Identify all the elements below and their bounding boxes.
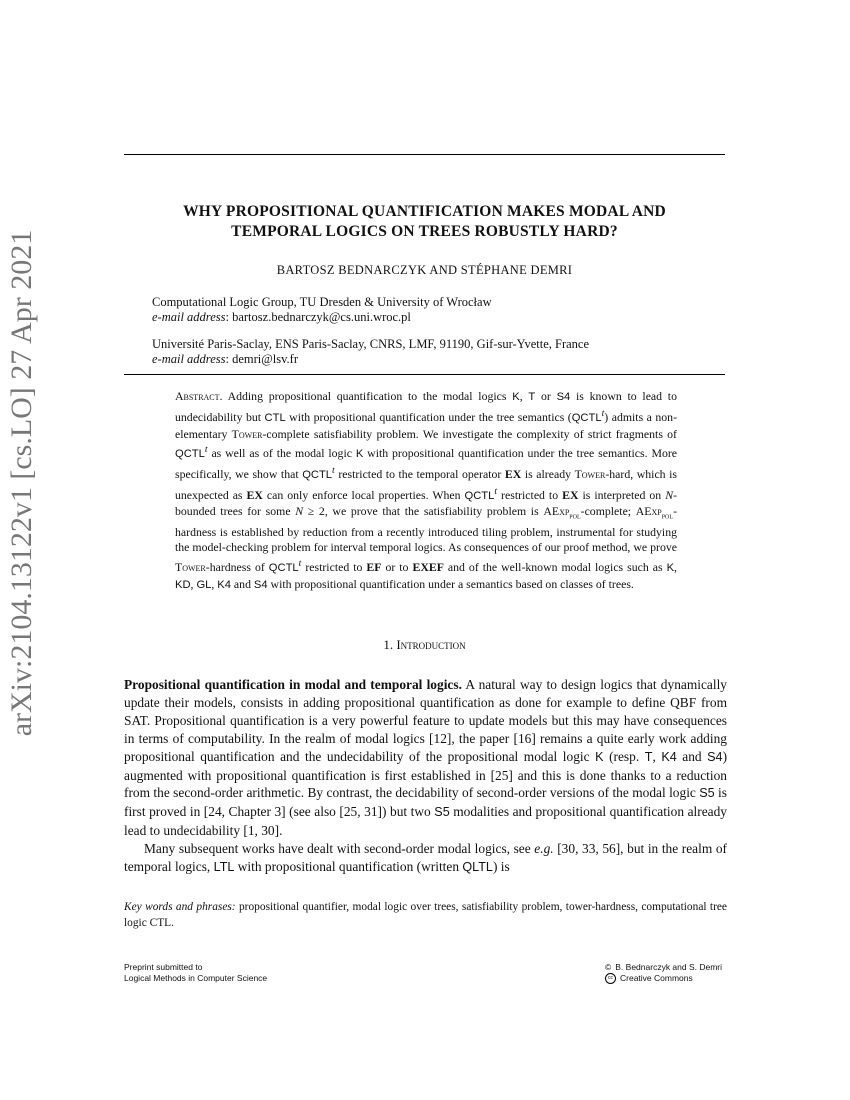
arxiv-sidebar bbox=[0, 229, 44, 737]
abstract-label: Abstract. bbox=[175, 389, 223, 403]
footer-left: Preprint submitted to Logical Methods in Computer Science bbox=[124, 962, 268, 983]
arxiv-id: arXiv:2104.13122v1 [cs.LO] 27 Apr 2021 bbox=[5, 229, 38, 737]
section-title: Introduction bbox=[396, 637, 466, 652]
paper-title bbox=[124, 202, 725, 242]
creative-commons-icon: cc bbox=[605, 973, 616, 984]
email-address: : bartosz.bednarczyk@cs.uni.wroc.pl bbox=[225, 310, 411, 324]
email-address: : demri@lsv.fr bbox=[225, 352, 298, 366]
section-heading bbox=[124, 637, 725, 653]
keywords-label: Key words and phrases: bbox=[124, 901, 236, 913]
title-line-1: WHY PROPOSITIONAL QUANTIFICATION MAKES MODAL AND bbox=[183, 203, 666, 220]
introduction-body bbox=[124, 676, 727, 877]
footer-right: © B. Bednarczyk and S. Demri cc Creative Commons bbox=[605, 962, 723, 983]
copyright-icon: © bbox=[605, 962, 612, 972]
keywords-text: propositional quantifier, modal logic over trees, satisfiability problem, tower-hardness, computational tree logic CTL. bbox=[124, 901, 727, 929]
affiliation-org: Université Paris-Saclay, ENS Paris-Saclay, CNRS, LMF, 91190, Gif-sur-Yvette, France bbox=[152, 337, 590, 351]
affiliation-1 bbox=[152, 295, 492, 325]
paragraph: Many subsequent works have dealt with second-order modal logics, see e.g. [30, 33, 56], but in the realm of temporal logics, LTL with propositional quantification (written QLTL) is bbox=[124, 841, 727, 875]
section-number: 1. bbox=[383, 637, 394, 652]
top-rule bbox=[124, 154, 725, 155]
affiliation-org: Computational Logic Group, TU Dresden & University of Wrocław bbox=[152, 295, 492, 309]
affiliation-2 bbox=[152, 337, 589, 367]
mid-rule bbox=[124, 374, 725, 375]
paragraph: Propositional quantification in modal and temporal logics. A natural way to design logics that dynamically update their models, consists in adding propositional quantification as done for example to define QBF from SAT. Propositional quantification is a very powerful feature to update models but this may have consequences in terms of computability. In the realm of modal logics [12], the paper [16] remains a quite early work adding propositional quantification and the undecidability of the propositional modal logic K (resp. T, K4 and S4) augmented with propositional quantification is first established in [25] and this is done thanks to a reduction from the second-order arithmetic. By contrast, the decidability of second-order versions of the modal logic S5 is first proved in [24, Chapter 3] (see also [25, 31]) but two S5 modalities and propositional quantification already lead to undecidability [1, 30]. bbox=[124, 677, 728, 839]
email-label: e-mail address bbox=[152, 352, 226, 366]
keywords bbox=[124, 900, 727, 931]
authors: BARTOSZ BEDNARCZYK AND STÉPHANE DEMRI bbox=[276, 263, 573, 277]
email-label: e-mail address bbox=[152, 310, 226, 324]
title-line-2: TEMPORAL LOGICS ON TREES ROBUSTLY HARD? bbox=[231, 223, 618, 240]
paragraph-heading: Propositional quantification in modal and temporal logics. bbox=[124, 677, 462, 692]
abstract: Abstract. Adding propositional quantification to the modal logics K, T or S4 is known to lead to undecidability but CTL with propositional quantification under the tree semantics (QCTL$^t$) admits a non-elementary Tower-complete satisfiability problem. We investigate the complexity of strict fragments of QCTL$^t$ as well as of the modal logic K with propositional quantification under the tree semantics. More specifically, we show that QCTL$^t$ restricted to the temporal operator EX is already Tower-hard, which is unexpected as EX can only enforce local properties. When QCTL$^t$ restricted to EX is interpreted on N-bounded trees for some N ≥ 2, we prove that the satisfiability problem is AExp$_{pol}$-complete; AExp$_{pol}$-hardness is established by reduction from a recently introduced tiling problem, instrumental for studying the model-checking problem for interval temporal logics. As consequences of our proof method, we prove Tower-hardness of QCTL$^t$ restricted to EF or to EXEF and of the well-known modal logics such as K, KD, GL, K4 and S4 with propositional quantification under a semantics based on classes of trees. bbox=[175, 389, 678, 591]
